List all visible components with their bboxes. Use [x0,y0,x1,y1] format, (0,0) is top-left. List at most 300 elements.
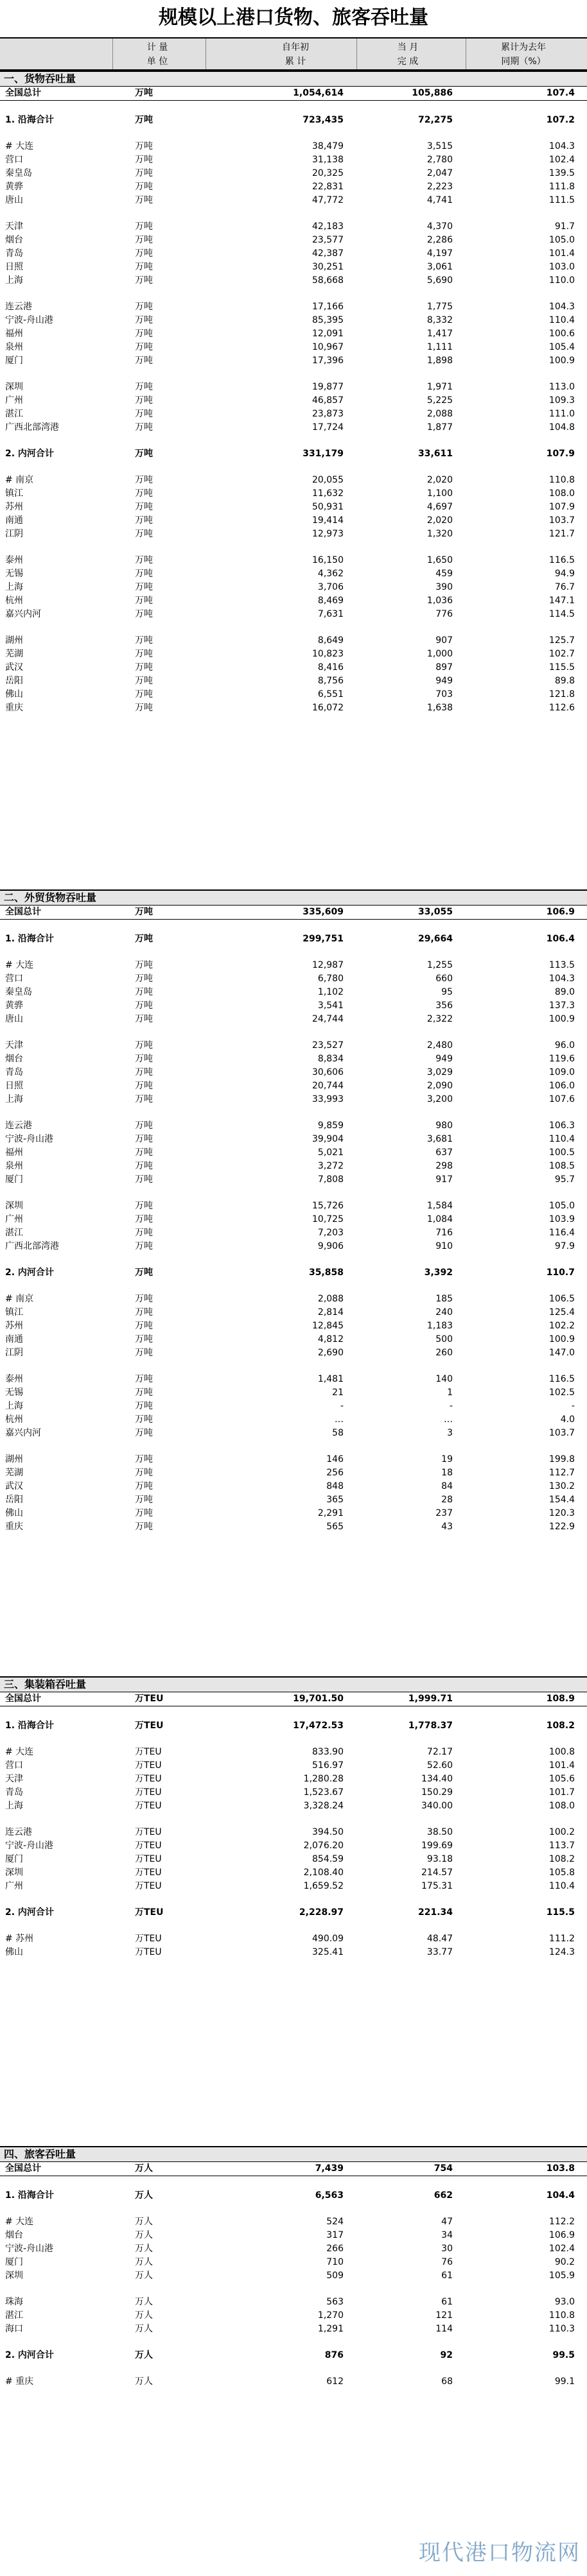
row-name: 广西北部湾港 [5,422,59,433]
row-cumulative: 2,291 [317,1508,344,1518]
table-row [0,87,587,101]
row-month: 4,741 [426,195,453,205]
row-cumulative: 1,280.28 [303,1774,344,1784]
row-cumulative: 24,744 [312,1014,344,1024]
row-month: 121 [435,2310,453,2321]
row-month: 2,480 [426,1040,453,1051]
row-month: 356 [435,1000,453,1011]
row-month: 949 [435,1054,453,1064]
row-name: 黄骅 [5,1000,23,1011]
row-name: 连云港 [5,1827,32,1837]
row-cumulative: 4,362 [317,569,344,579]
table-row [0,1880,587,1893]
table-row [0,2215,587,2229]
row-month: 214.57 [421,1868,453,1878]
row-cumulative: 2,088 [317,1294,344,1304]
row-unit: 万吨 [135,155,153,165]
table-row [0,1932,587,1946]
table-row [0,906,587,920]
table-row [0,314,587,327]
row-name: 宁波-舟山港 [5,2244,54,2254]
row-gap [0,946,587,959]
row-gap [0,207,587,220]
row-cumulative: 256 [326,1468,344,1478]
row-unit: 万吨 [135,1241,153,1251]
row-cumulative: 1,054,614 [293,88,344,98]
row-name: 武汉 [5,1481,23,1491]
row-month: 4,370 [426,221,453,232]
table-row [0,1853,587,1866]
row-name: 湛江 [5,409,23,419]
row-name: 深圳 [5,382,23,392]
row-cumulative: 7,203 [317,1228,344,1238]
row-name: 唐山 [5,195,23,205]
row-name: 苏州 [5,1321,23,1331]
row-pct: 101.4 [548,1760,575,1771]
row-cumulative: 1,523.67 [303,1787,344,1798]
col-cumulative-line2: 累 计 [285,56,306,67]
row-unit: 万吨 [135,315,153,325]
row-unit: 万吨 [135,1334,153,1344]
row-month: 28 [441,1495,453,1505]
row-month: 150.29 [421,1787,453,1798]
row-cumulative: 8,416 [317,662,344,673]
row-month: 1 [447,1387,453,1398]
row-cumulative: 6,563 [315,2190,344,2201]
row-unit: 万吨 [135,1267,153,1278]
row-month: 8,332 [426,315,453,325]
table-row [0,514,587,528]
row-unit: 万吨 [135,1214,153,1224]
row-name: 厦门 [5,2257,23,2267]
row-unit: 万人 [135,2350,153,2360]
row-unit: 万TEU [135,1721,164,1731]
row-cumulative: 58,668 [312,275,344,286]
table-row [0,528,587,541]
row-unit: 万吨 [135,449,153,459]
table-row [0,648,587,661]
row-cumulative: 33,993 [312,1094,344,1104]
row-name: 福州 [5,1147,23,1158]
row-unit: 万人 [135,2297,153,2307]
row-unit: 万吨 [135,529,153,539]
row-pct: 125.7 [548,635,575,646]
row-pct: 113.7 [548,1841,575,1851]
table-row [0,1386,587,1400]
row-month: 2,322 [426,1014,453,1024]
table-row [0,1292,587,1306]
row-name: 1. 沿海合计 [5,2190,54,2201]
table-row [0,688,587,701]
table-row [0,932,587,946]
row-cumulative: 2,108.40 [303,1868,344,1878]
row-pct: 106.9 [548,2230,575,2240]
row-month: 2,223 [426,182,453,192]
table-row [0,501,587,514]
row-unit: 万吨 [135,1468,153,1478]
row-pct: 97.9 [554,1241,575,1251]
table-row [0,1839,587,1853]
table-row [0,1427,587,1440]
row-gap [0,1706,587,1719]
row-gap [0,2283,587,2296]
row-name: 重庆 [5,703,23,713]
row-pct: 100.9 [548,1334,575,1344]
row-month: 2,088 [426,409,453,419]
row-unit: 万吨 [135,974,153,984]
row-pct: 107.6 [548,1094,575,1104]
row-month: 754 [434,2163,453,2174]
row-month: 1,255 [426,960,453,970]
row-cumulative: 509 [326,2271,344,2281]
row-pct: 106.0 [548,1081,575,1091]
table-row [0,1946,587,1959]
row-name: # 南京 [5,475,34,485]
row-pct: 102.4 [548,155,575,165]
table-row [0,1453,587,1466]
row-month: 199.69 [421,1841,453,1851]
row-month: 703 [435,689,453,700]
row-pct: 113.0 [548,382,575,392]
row-unit: 万人 [135,2310,153,2321]
row-pct: - [571,1401,575,1411]
row-pct: 102.7 [548,649,575,659]
row-month: 4,197 [426,248,453,259]
row-unit: 万TEU [135,1694,164,1704]
row-cumulative: 833.90 [312,1747,344,1757]
row-unit: 万吨 [135,329,153,339]
row-month: 260 [435,1348,453,1358]
row-cumulative: 12,973 [312,529,344,539]
row-unit: 万吨 [135,1121,153,1131]
row-month: 237 [435,1508,453,1518]
row-month: 1,650 [426,555,453,565]
row-month: 1,417 [426,329,453,339]
page-title: 规模以上港口货物、旅客吞吐量 [159,6,428,29]
table-row [0,261,587,274]
row-name: 杭州 [5,596,23,606]
row-month: 4,697 [426,502,453,512]
row-pct: 103.7 [548,515,575,526]
row-gap [0,288,587,300]
row-pct: 101.7 [548,1787,575,1798]
table-row [0,408,587,421]
row-unit: 万吨 [135,960,153,970]
row-pct: 89.8 [554,676,575,686]
row-name: 江阴 [5,529,23,539]
table-row [0,1373,587,1386]
row-unit: 万TEU [135,1947,162,1957]
table-row [0,1346,587,1360]
table-row [0,421,587,434]
row-unit: 万吨 [135,302,153,312]
row-unit: 万吨 [135,1481,153,1491]
row-pct: 108.0 [548,488,575,499]
table-row [0,1306,587,1319]
row-month: 1,111 [426,342,453,352]
row-name: 嘉兴内河 [5,609,41,619]
row-name: 芜湖 [5,1468,23,1478]
row-month: 1,877 [426,422,453,433]
row-name: 海口 [5,2324,23,2334]
row-pct: 147.1 [548,596,575,606]
row-cumulative: 2,690 [317,1348,344,1358]
row-pct: 110.0 [548,275,575,286]
table-row [0,1400,587,1413]
row-cumulative: 394.50 [312,1827,344,1837]
row-name: # 大连 [5,141,34,151]
table-row [0,701,587,715]
row-cumulative: 3,541 [317,1000,344,1011]
row-name: 日照 [5,1081,23,1091]
row-pct: 100.8 [548,1747,575,1757]
row-cumulative: 1,659.52 [303,1881,344,1891]
row-unit: 万吨 [135,1348,153,1358]
table-row [0,1173,587,1187]
row-month: - [449,1401,453,1411]
table-row [0,1199,587,1213]
row-month: 2,090 [426,1081,453,1091]
row-month: 140 [435,1374,453,1384]
row-unit: 万人 [135,2230,153,2240]
table-row [0,1319,587,1333]
row-cumulative: 10,725 [312,1214,344,1224]
row-unit: 万TEU [135,1841,162,1851]
row-pct: 111.8 [548,182,575,192]
row-month: 93.18 [426,1854,453,1864]
row-unit: 万吨 [135,1387,153,1398]
row-name: # 苏州 [5,1934,34,1944]
section-label: 四、旅客吞吐量 [0,2146,587,2162]
col-pct-line1: 累计为去年 [501,42,546,53]
row-cumulative: 1,291 [317,2324,344,2334]
col-unit-line2: 单 位 [146,56,168,67]
row-pct: 137.3 [548,1000,575,1011]
row-gap [0,541,587,554]
row-unit: 万吨 [135,1081,153,1091]
table-row [0,341,587,354]
table-row [0,2296,587,2309]
row-month: 637 [435,1147,453,1158]
row-unit: 万吨 [135,934,153,944]
row-cumulative: 21 [332,1387,344,1398]
row-name: 全国总计 [5,1694,41,1704]
row-gap [0,368,587,381]
row-name: 全国总计 [5,88,41,98]
row-pct: 119.6 [548,1054,575,1064]
table-row [0,2323,587,2336]
row-unit: 万吨 [135,689,153,700]
row-unit: 万吨 [135,1294,153,1304]
row-pct: 110.8 [548,475,575,485]
row-unit: 万吨 [135,1000,153,1011]
row-unit: 万吨 [135,635,153,646]
row-pct: 100.2 [548,1827,575,1837]
row-name: 福州 [5,329,23,339]
row-unit: 万吨 [135,1414,153,1425]
row-name: 秦皇岛 [5,987,32,997]
row-pct: 111.2 [548,1934,575,1944]
row-pct: 107.9 [548,502,575,512]
row-name: 厦门 [5,356,23,366]
row-unit: 万TEU [135,1774,162,1784]
row-pct: 104.3 [548,974,575,984]
row-unit: 万吨 [135,907,153,917]
table-row [0,354,587,368]
row-pct: 112.7 [548,1468,575,1478]
table-row [0,220,587,234]
table-row [0,1692,587,1706]
row-name: 厦门 [5,1174,23,1185]
row-pct: 102.2 [548,1321,575,1331]
row-name: 湛江 [5,2310,23,2321]
row-month: 185 [435,1294,453,1304]
row-cumulative: 6,551 [317,689,344,700]
row-pct: 104.4 [546,2190,575,2201]
row-pct: 110.4 [548,1881,575,1891]
table-row [0,1013,587,1026]
row-unit: 万吨 [135,1014,153,1024]
row-gap [0,2362,587,2375]
row-unit: 万TEU [135,1787,162,1798]
row-gap [0,920,587,932]
row-unit: 万TEU [135,1881,162,1891]
row-month: 1,999.71 [408,1694,453,1704]
row-name: 宁波-舟山港 [5,1841,54,1851]
table-row [0,300,587,314]
row-name: 深圳 [5,1868,23,1878]
row-unit: 万吨 [135,488,153,499]
row-month: 910 [435,1241,453,1251]
row-month: 33,055 [417,907,453,917]
table-row [0,1079,587,1093]
row-name: 珠海 [5,2297,23,2307]
row-cumulative: 1,102 [317,987,344,997]
row-unit: 万吨 [135,395,153,406]
row-month: 390 [435,582,453,592]
row-unit: 万吨 [135,569,153,579]
row-name: 青岛 [5,248,23,259]
row-pct: 104.8 [548,422,575,433]
row-gap [0,101,587,114]
row-name: # 重庆 [5,2376,34,2387]
table-row [0,1773,587,1786]
row-month: 5,225 [426,395,453,406]
row-pct: 76.7 [554,582,575,592]
table-row [0,1466,587,1480]
row-name: 杭州 [5,1414,23,1425]
row-unit: 万吨 [135,195,153,205]
row-unit: 万吨 [135,502,153,512]
row-month: 1,183 [426,1321,453,1331]
row-cumulative: 3,706 [317,582,344,592]
row-name: 南通 [5,1334,23,1344]
row-pct: 107.2 [546,115,575,125]
row-month: 980 [435,1121,453,1131]
row-gap [0,1106,587,1119]
row-month: 19 [441,1454,453,1464]
row-pct: 105.9 [548,2271,575,2281]
row-pct: 93.0 [554,2297,575,2307]
row-cumulative: 23,577 [312,235,344,245]
row-pct: 108.2 [546,1721,575,1731]
row-gap [0,621,587,634]
row-month: 1,320 [426,529,453,539]
row-name: 佛山 [5,689,23,700]
row-name: 上海 [5,275,23,286]
row-month: 1,971 [426,382,453,392]
col-month-line2: 完 成 [397,56,419,67]
row-name: # 大连 [5,1747,34,1757]
row-pct: 104.3 [548,302,575,312]
row-unit: 万吨 [135,475,153,485]
row-name: 广州 [5,1214,23,1224]
row-name: 上海 [5,1094,23,1104]
col-month-line1: 当 月 [397,42,419,53]
row-unit: 万吨 [135,356,153,366]
row-gap [0,1733,587,1746]
table-row [0,2256,587,2269]
row-unit: 万吨 [135,609,153,619]
row-name: 上海 [5,1801,23,1811]
table-row [0,1146,587,1160]
row-cumulative: 23,873 [312,409,344,419]
row-name: 连云港 [5,302,32,312]
row-cumulative: 30,251 [312,262,344,272]
row-name: 青岛 [5,1067,23,1078]
row-month: 52.60 [426,1760,453,1771]
row-pct: 107.4 [546,88,575,98]
col-unit-line1: 计 量 [146,42,168,53]
table-row [0,2375,587,2389]
row-pct: 103.8 [546,2163,575,2174]
row-cumulative: 3,328.24 [303,1801,344,1811]
row-gap [0,1440,587,1453]
row-unit: 万吨 [135,662,153,673]
row-month: 298 [435,1161,453,1171]
row-month: 716 [435,1228,453,1238]
row-pct: 112.2 [548,2217,575,2227]
table-row [0,661,587,674]
row-name: 2. 内河合计 [5,1267,54,1278]
row-name: 宁波-舟山港 [5,1134,54,1144]
row-gap [0,1893,587,1906]
row-unit: 万吨 [135,1094,153,1104]
row-month: 3,029 [426,1067,453,1078]
row-cumulative: 23,527 [312,1040,344,1051]
row-cumulative: 16,072 [312,703,344,713]
row-unit: 万吨 [135,1147,153,1158]
row-cumulative: 299,751 [302,934,344,944]
row-name: # 大连 [5,960,34,970]
table-row [0,2269,587,2283]
row-unit: 万吨 [135,1134,153,1144]
row-pct: 115.5 [548,662,575,673]
row-cumulative: 50,931 [312,502,344,512]
row-month: … [444,1414,453,1425]
row-cumulative: 17,166 [312,302,344,312]
row-cumulative: 3,272 [317,1161,344,1171]
section-1 [0,71,587,715]
table-row [0,1119,587,1133]
column-header [0,37,587,71]
row-unit: 万吨 [135,262,153,272]
row-pct: 102.4 [548,2244,575,2254]
table-row [0,1799,587,1813]
row-month: 662 [434,2190,453,2201]
table-row [0,180,587,194]
row-month: 95 [441,987,453,997]
